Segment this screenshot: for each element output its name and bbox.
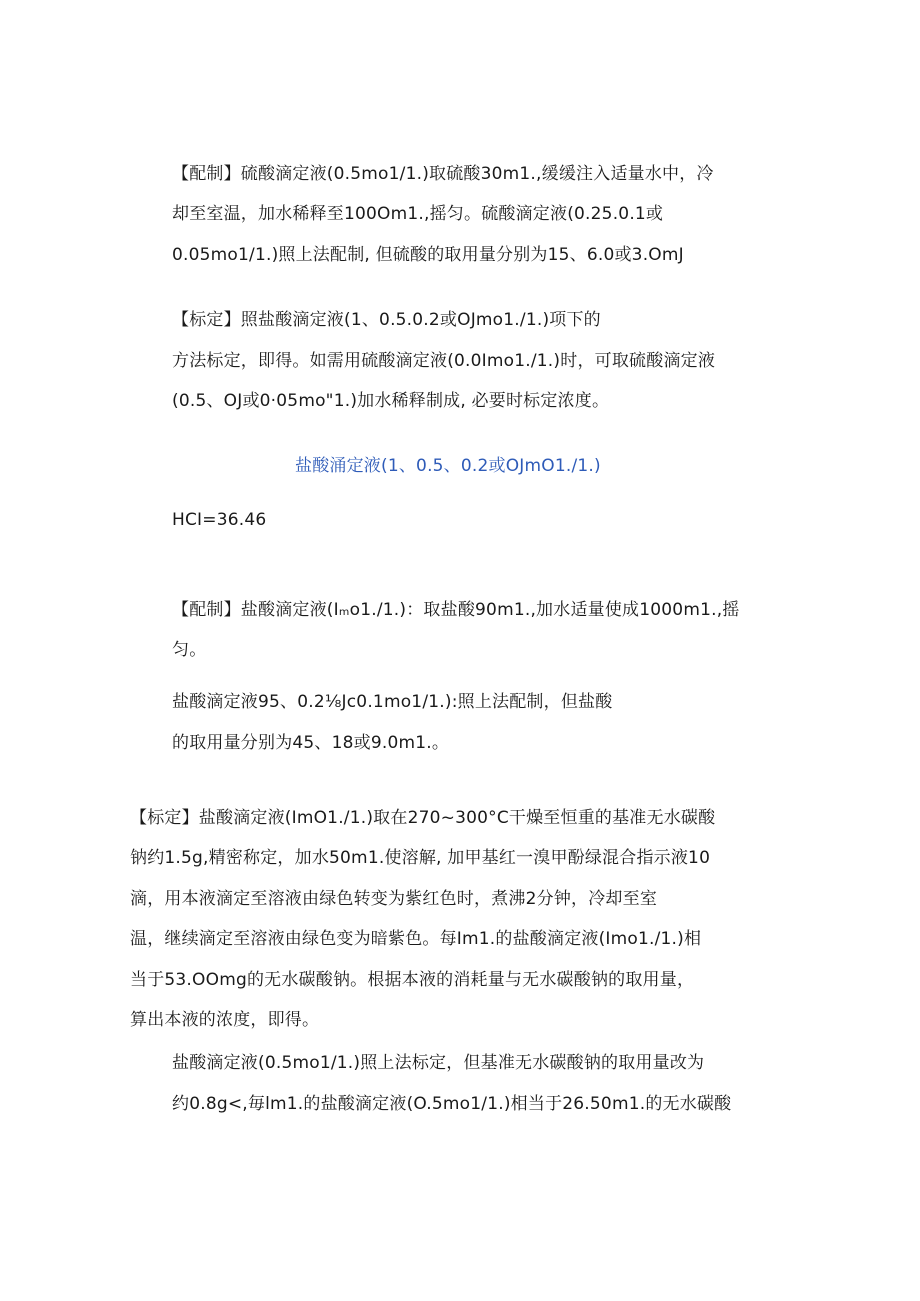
hcl-prep-line-2: 匀。 — [172, 640, 207, 660]
hcl-calib-line-2: 钠约1.5g,精密称定，加水50m1.使溶解, 加甲基红一溴甲酚绿混合指示液10 — [130, 848, 711, 868]
hcl-calib-line-4: 温，继续滴定至溶液由绿色变为暗紫色。每Im1.的盐酸滴定液(Imo1./1.)相 — [130, 929, 702, 949]
hcl-calib-line-1: 【标定】盐酸滴定液(ImO1./1.)取在270~300°C干燥至恒重的基准无水碳酸 — [130, 808, 716, 828]
sulfuric-calib-line-2: 方法标定，即得。如需用硫酸滴定液(0.0Imo1./1.)时，可取硫酸滴定液 — [172, 351, 716, 371]
hcl-calib-alt-line-1: 盐酸滴定液(0.5mo1/1.)照上法标定，但基准无水碳酸钠的取用量改为 — [172, 1053, 705, 1073]
hcl-prep-alt-line-2: 的取用量分别为45、18或9.0m1.。 — [172, 733, 450, 753]
sulfuric-prep-line-3: 0.05mo1/1.)照上法配制, 但硫酸的取用量分别为15、6.0或3.OmJ — [172, 245, 684, 265]
hcl-calib-alt-line-2: 约0.8g<,毎lm1.的盐酸滴定液(O.5mo1/1.)相当于26.50m1.的无水碳酸 — [172, 1094, 732, 1114]
hcl-prep-alt-line-1: 盐酸滴定液95、0.2⅛Jc0.1mo1/1.):照上法配制，但盐酸 — [172, 692, 613, 712]
hcl-calib-line-3: 滴，用本液滴定至溶液由绿色转变为紫红色时，煮沸2分钟，冷却至室 — [130, 889, 658, 909]
hcl-section-heading: 盐酸涌定液(1、0.5、0.2或OJmO1./1.) — [295, 456, 601, 476]
sulfuric-calib-line-1: 【标定】照盐酸滴定液(1、0.5.0.2或OJmo1./1.)项下的 — [172, 310, 601, 330]
hcl-calib-line-6: 算出本液的浓度，即得。 — [130, 1010, 320, 1030]
hcl-molecular-weight: HCI=36.46 — [172, 510, 267, 530]
sulfuric-calib-line-3: (0.5、OJ或0·05mo"1.)加水稀释制成, 必要时标定浓度。 — [172, 391, 610, 411]
sulfuric-prep-line-1: 【配制】硫酸滴定液(0.5mo1/1.)取硫酸30m1.,缓缓注入适量水中，冷 — [172, 164, 714, 184]
hcl-prep-line-1: 【配制】盐酸滴定液(Iₘo1./1.)：取盐酸90m1.,加水适量使成1000m1.,摇 — [172, 600, 740, 620]
hcl-calib-line-5: 当于53.OOmg的无水碳酸钠。根据本液的消耗量与无水碳酸钠的取用量， — [130, 970, 695, 990]
sulfuric-prep-line-2: 却至室温，加水稀释至100Om1.,摇匀。硫酸滴定液(0.25.0.1或 — [172, 204, 664, 224]
